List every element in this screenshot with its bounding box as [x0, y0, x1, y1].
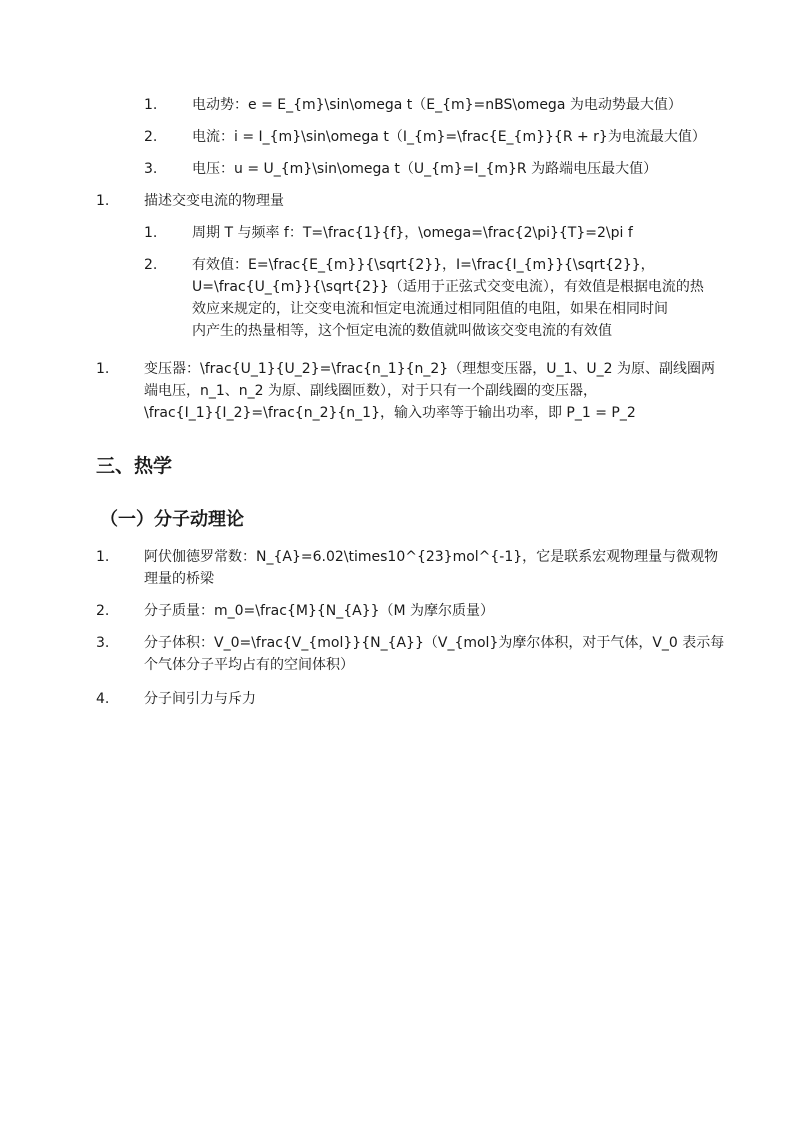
list-text: 电动势：e = E_{m}\sin\omega t（E_{m}=nBS\omega 为电动势最大值）	[192, 97, 682, 113]
list-number: 2.	[144, 129, 158, 145]
list-text	[192, 254, 704, 342]
subsection-heading: （一）分子动理论	[100, 509, 244, 530]
list-text	[144, 358, 715, 424]
text-line: \frac{I_1}{I_2}=\frac{n_2}{n_1}，输入功率等于输出功率，即 P_1 = P_2	[144, 405, 636, 421]
text-line: 理量的桥梁	[144, 571, 214, 587]
text-line: 有效值：E=\frac{E_{m}}{\sqrt{2}}，I=\frac{I_{m}}{\sqrt{2}}，	[192, 257, 655, 273]
text-line: U=\frac{U_{m}}{\sqrt{2}}（适用于正弦式交变电流），有效值是根据电流的热	[192, 279, 704, 295]
list-number: 3.	[144, 161, 158, 177]
section-heading: 三、热学	[96, 455, 173, 477]
list-text	[144, 632, 725, 676]
list-text	[144, 600, 704, 622]
list-number: 1.	[144, 97, 158, 113]
list-text	[144, 546, 719, 590]
text-line: 分子质量：m_0=\frac{M}{N_{A}}（M 为摩尔质量）	[144, 603, 495, 619]
text-line: 端电压，n_1、n_2 为原、副线圈匝数），对于只有一个副线圈的变压器，	[144, 383, 598, 399]
list-number: 4.	[96, 691, 110, 707]
list-number: 1.	[96, 193, 110, 209]
list-number: 1.	[96, 361, 110, 377]
text-line: 变压器：\frac{U_1}{U_2}=\frac{n_1}{n_2}（理想变压器，U_1、U_2 为原、副线圈两	[144, 361, 715, 377]
text-line: 内产生的热量相等，这个恒定电流的数值就叫做该交变电流的有效值	[192, 323, 612, 339]
list-number: 1.	[96, 549, 110, 565]
text-line: 效应来规定的，让交变电流和恒定电流通过相同阻值的电阻，如果在相同时间	[192, 301, 668, 317]
list-text	[144, 688, 704, 710]
list-number: 2.	[96, 603, 110, 619]
list-text: 描述交变电流的物理量	[144, 193, 284, 209]
text-line: 分子体积：V_0=\frac{V_{mol}}{N_{A}}（V_{mol}为摩尔体积，对于气体，V_0 表示每	[144, 635, 725, 651]
text-line: 个气体分子平均占有的空间体积）	[144, 657, 354, 673]
list-number: 2.	[144, 257, 158, 273]
list-number: 3.	[96, 635, 110, 651]
text-line: 阿伏伽德罗常数：N_{A}=6.02\times10^{23}mol^{-1}，它是联系宏观物理量与微观物	[144, 549, 719, 565]
list-text: 周期 T 与频率 f：T=\frac{1}{f}，\omega=\frac{2\pi}{T}=2\pi f	[192, 225, 633, 241]
text-line: 分子间引力与斥力	[144, 691, 256, 707]
list-number: 1.	[144, 225, 158, 241]
list-text: 电压：u = U_{m}\sin\omega t（U_{m}=I_{m}R 为路端电压最大值）	[192, 161, 658, 177]
list-text: 电流：i = I_{m}\sin\omega t（I_{m}=\frac{E_{m}}{R + r}为电流最大值）	[192, 129, 706, 145]
